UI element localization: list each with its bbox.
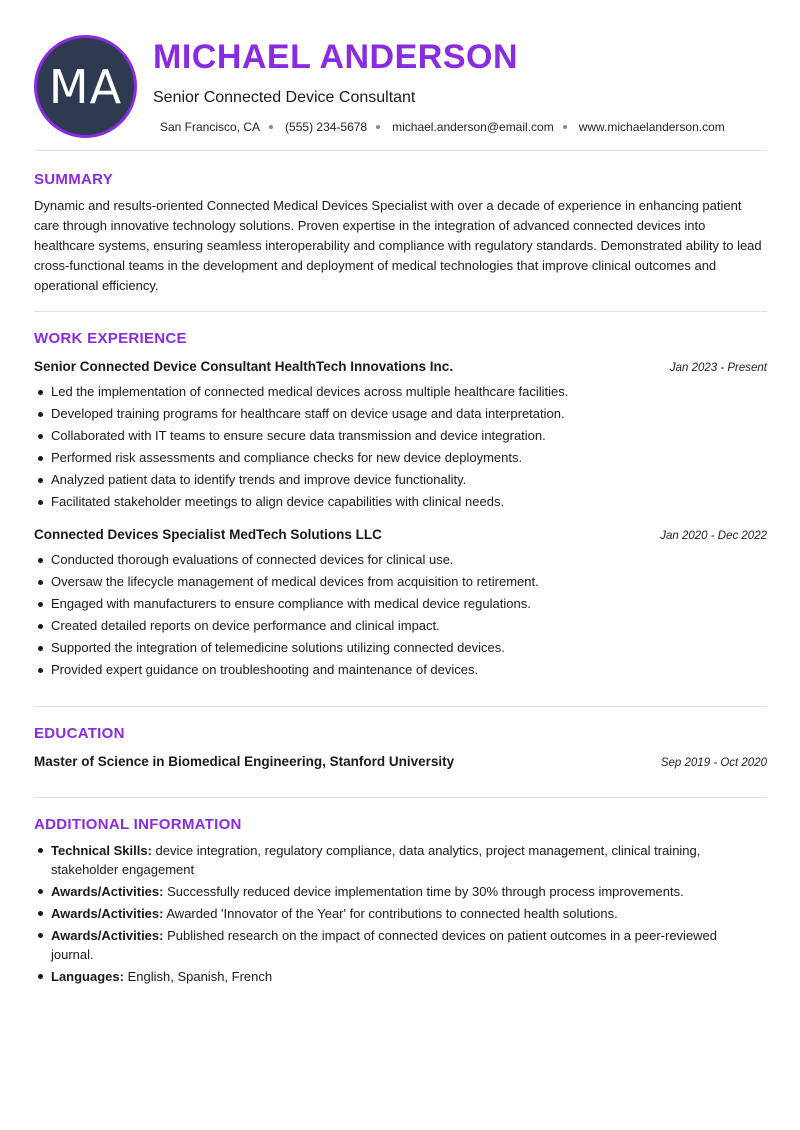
education-heading: EDUCATION: [34, 725, 125, 742]
additional-heading: ADDITIONAL INFORMATION: [34, 816, 242, 833]
list-item: [34, 967, 754, 986]
job-title: Connected Devices Specialist MedTech Solutions LLC: [34, 527, 382, 542]
avatar: [34, 35, 137, 138]
item-label: Awards/Activities:: [51, 884, 164, 899]
job-header: [34, 359, 767, 374]
list-item: Facilitated stakeholder meetings to align device capabilities with clinical needs.: [34, 491, 767, 513]
separator-dot: [376, 125, 380, 129]
separator-dot: [269, 125, 273, 129]
list-item: Created detailed reports on device performance and clinical impact.: [34, 615, 767, 637]
list-item: [34, 904, 754, 923]
item-text: Awarded 'Innovator of the Year' for contributions to connected health solutions.: [163, 906, 618, 921]
list-item: Provided expert guidance on troubleshooting and maintenance of devices.: [34, 659, 767, 681]
list-item: Performed risk assessments and compliance checks for new device deployments.: [34, 447, 767, 469]
list-item: [34, 841, 754, 879]
list-item: [34, 882, 754, 901]
education-entry: [34, 754, 767, 769]
divider: [34, 797, 767, 798]
education-degree: Master of Science in Biomedical Engineering, Stanford University: [34, 754, 455, 769]
job-header: [34, 527, 767, 542]
contact-website[interactable]: www.michaelanderson.com: [578, 120, 725, 134]
separator-dot: [563, 125, 567, 129]
item-label: Awards/Activities:: [51, 928, 164, 943]
list-item: Collaborated with IT teams to ensure secure data transmission and device integration.: [34, 425, 767, 447]
list-item: Engaged with manufacturers to ensure compliance with medical device regulations.: [34, 593, 767, 615]
item-label: Technical Skills:: [51, 843, 152, 858]
divider: [34, 150, 767, 151]
item-text: Published research on the impact of connected devices on patient outcomes in a peer-reviewed journal.: [51, 928, 718, 962]
item-label: Awards/Activities:: [51, 906, 164, 921]
additional-list: [34, 841, 754, 989]
list-item: Analyzed patient data to identify trends and improve device functionality.: [34, 469, 767, 491]
list-item: Oversaw the lifecycle management of medical devices from acquisition to retirement.: [34, 571, 767, 593]
list-item: Led the implementation of connected medical devices across multiple healthcare facilities.: [34, 381, 767, 403]
list-item: Supported the integration of telemedicine solutions utilizing connected devices.: [34, 637, 767, 659]
candidate-role: Senior Connected Device Consultant: [153, 89, 416, 106]
divider: [34, 311, 767, 312]
list-item: Developed training programs for healthcare staff on device usage and data interpretation.: [34, 403, 767, 425]
job-bullets: [34, 381, 767, 513]
contact-phone: (555) 234-5678: [285, 120, 368, 134]
item-text: device integration, regulatory compliance, data analytics, project management, clinical training, stakeholder engagement: [51, 843, 701, 877]
item-text: English, Spanish, French: [123, 969, 273, 984]
job-bullets: [34, 549, 767, 681]
education-dates: Sep 2019 - Oct 2020: [660, 757, 767, 769]
summary-text: Dynamic and results-oriented Connected Medical Devices Specialist with over a decade of experience in enhancing patient care through innovative technology solutions. Proven expertise in the integration of advanced connected devices into healthcare systems, ensuring seamless interoperability and compliance with regulatory standards. Demonstrated ability to lead cross-functional teams in the development and deployment of medical technologies that improve clinical outcomes and operational efficiency.: [34, 198, 762, 293]
contact-location: San Francisco, CA: [160, 120, 261, 134]
experience-heading: WORK EXPERIENCE: [34, 330, 187, 347]
summary-heading: SUMMARY: [34, 171, 114, 188]
list-item: [34, 926, 754, 964]
candidate-name: MICHAEL ANDERSON: [153, 38, 519, 76]
divider: [34, 706, 767, 707]
item-label: Languages:: [51, 969, 124, 984]
contact-email[interactable]: michael.anderson@email.com: [392, 120, 554, 134]
item-text: Successfully reduced device implementation time by 30% through process improvements.: [163, 884, 684, 899]
contact-line: [160, 120, 725, 134]
job-title: Senior Connected Device Consultant HealthTech Innovations Inc.: [34, 359, 454, 374]
list-item: Conducted thorough evaluations of connected devices for clinical use.: [34, 549, 767, 571]
job-dates: Jan 2023 - Present: [669, 362, 767, 374]
avatar-initials: MA: [48, 59, 123, 114]
job-dates: Jan 2020 - Dec 2022: [660, 530, 767, 542]
